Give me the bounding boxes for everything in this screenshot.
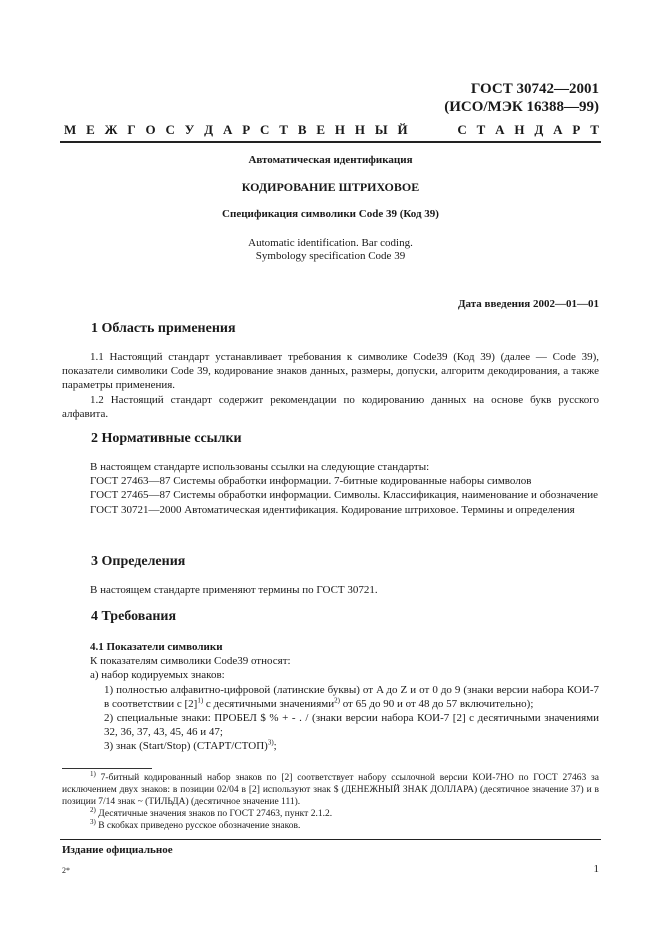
standard-number-block [444,80,599,116]
list-subitem: 2) специальные знаки: ПРОБЕЛ $ % + - . / (знаки версии набора КОИ-7 [2] с десятичными значениями 32, 36, 37, 43, 45, 46 и 47; [104,712,599,739]
english-title-1: Automatic identification. Bar coding. [248,237,413,249]
footnote [62,817,599,832]
section-3-body [62,583,599,597]
banner-letter: Д [534,122,544,137]
section-2-body [62,460,599,517]
paragraph: 1.2 Настоящий стандарт содержит рекомендации по кодированию данных на основе букв русского алфавита. [62,393,599,420]
list-subitem-text: 1) полностью алфавитно-цифровой (латинские буквы) от A до Z и от 0 до 9 (знаки версии набора КОИ-7 в соответствии с [2] [104,683,599,710]
banner-letter: А [553,122,563,137]
banner-letter: С [165,122,175,137]
footnote-divider [62,768,152,769]
banner-letter: Т [279,122,288,137]
section-1-body [62,350,599,421]
reference-item: ГОСТ 27465—87 Системы обработки информации. Символы. Классификация, наименование и обозначение [90,489,599,502]
section-4-body [62,640,599,754]
banner-letter: Д [204,122,214,137]
banner-letter: Н [334,122,346,137]
list-subitem-text: от 65 до 90 и от 48 до 57 включительно); [339,697,534,710]
list-subitem-text: 3) знак (Start/Stop) (СТАРТ/СТОП) [104,740,268,753]
list-item: а) набор кодируемых знаков: [90,669,225,682]
footnote-ref: 2) [334,696,340,705]
subsection-title: 4.1 Показатели символики [90,641,223,653]
banner-letter: О [145,122,156,137]
banner-letter: Ж [104,122,118,137]
banner-letter: Й [397,122,408,137]
page-number: 1 [593,863,599,875]
list-subitem [62,683,599,711]
title-line-3: Спецификация символики Code 39 (Код 39) [222,208,439,220]
banner-letter: Е [86,122,95,137]
footnote-mark: 3) [90,817,96,826]
banner-letter: Ы [374,122,388,137]
section-1-heading: 1 Область применения [91,321,236,336]
footnote [62,769,599,808]
banner-letter: А [495,122,505,137]
banner-letter: Р [242,122,251,137]
footnote-text: Десятичные значения знаков по ГОСТ 27463, пункт 2.1.2. [95,809,333,819]
effective-date: Дата введения 2002—01—01 [457,298,599,310]
banner-spacer [417,122,447,138]
footnote-ref: 3) [267,738,274,747]
banner-letter: У [184,122,195,137]
english-title-2: Symbology specification Code 39 [255,250,406,262]
section-2-heading: 2 Нормативные ссылки [91,431,242,446]
paragraph: В настоящем стандарте использованы ссылки на следующие стандарты: [90,461,430,473]
footer-divider [60,839,601,840]
banner-letter: А [222,122,233,137]
banner-letter: Т [476,122,486,137]
section-3-heading: 3 Определения [91,554,186,569]
list-subitem-text: ; [273,740,277,753]
iso-number: (ИСО/МЭК 16388—99) [444,99,599,115]
banner-letter: С [457,122,467,137]
reference-item: ГОСТ 30721—2000 Автоматическая идентификация. Кодирование штриховое. Термины и определения [90,503,575,516]
gost-number: ГОСТ 30742—2001 [470,81,599,97]
paragraph: К показателям символики Code39 относят: [90,655,291,668]
official-edition-label: Издание официальное [62,844,173,856]
interstate-standard-banner [64,122,599,138]
title-line-1: Автоматическая идентификация [248,154,413,166]
footnote-ref: 1) [197,696,204,705]
footnote [62,805,599,820]
banner-letter: М [64,122,77,137]
sheet-mark: 2* [62,866,70,875]
banner-letter: В [297,122,307,137]
banner-letter: Н [354,122,365,137]
list-subitem-text: с десятичными значениями [203,697,335,710]
footnote-text: В скобках приведено русское обозначение знаков. [95,821,301,831]
footnote-mark: 1) [90,769,96,778]
banner-letter: Р [572,122,581,137]
banner-letter: Г [127,122,136,137]
banner-letter: Н [514,122,525,137]
banner-letter: С [260,122,270,137]
banner-letter: Е [316,122,326,137]
paragraph: 1.1 Настоящий стандарт устанавливает требования к символике Code39 (Код 39) (далее — Code 39), показатели символики Code 39, кодирование знаков данных, размеры, допуски, алгоритм декодирования, а также параметры применения. [62,351,599,392]
footnote-mark: 2) [90,805,96,814]
banner-divider [60,141,601,143]
reference-item: ГОСТ 27463—87 Системы обработки информации. 7-битные кодированные наборы символов [90,475,532,488]
title-line-2: КОДИРОВАНИЕ ШТРИХОВОЕ [241,180,420,194]
paragraph: В настоящем стандарте применяют термины по ГОСТ 30721. [90,584,378,596]
footnotes [62,769,599,832]
list-subitem [62,739,599,753]
footnote-text: 7-битный кодированный набор знаков по [2] соответствует набору ссылочной версии КОИ-7НО по ГОСТ 27463 за исключением двух знаков: в позиции 02/04 в [2] используют знак $ (ДЕНЕЖНЫЙ ЗНАК ДОЛЛАРА) (десятичное значение 37) и в позиции 7/14 знак ~ (ТИЛЬДА) (десятичное значение 111). [62,773,599,807]
section-4-heading: 4 Требования [91,609,177,624]
banner-letter: Т [590,122,599,137]
